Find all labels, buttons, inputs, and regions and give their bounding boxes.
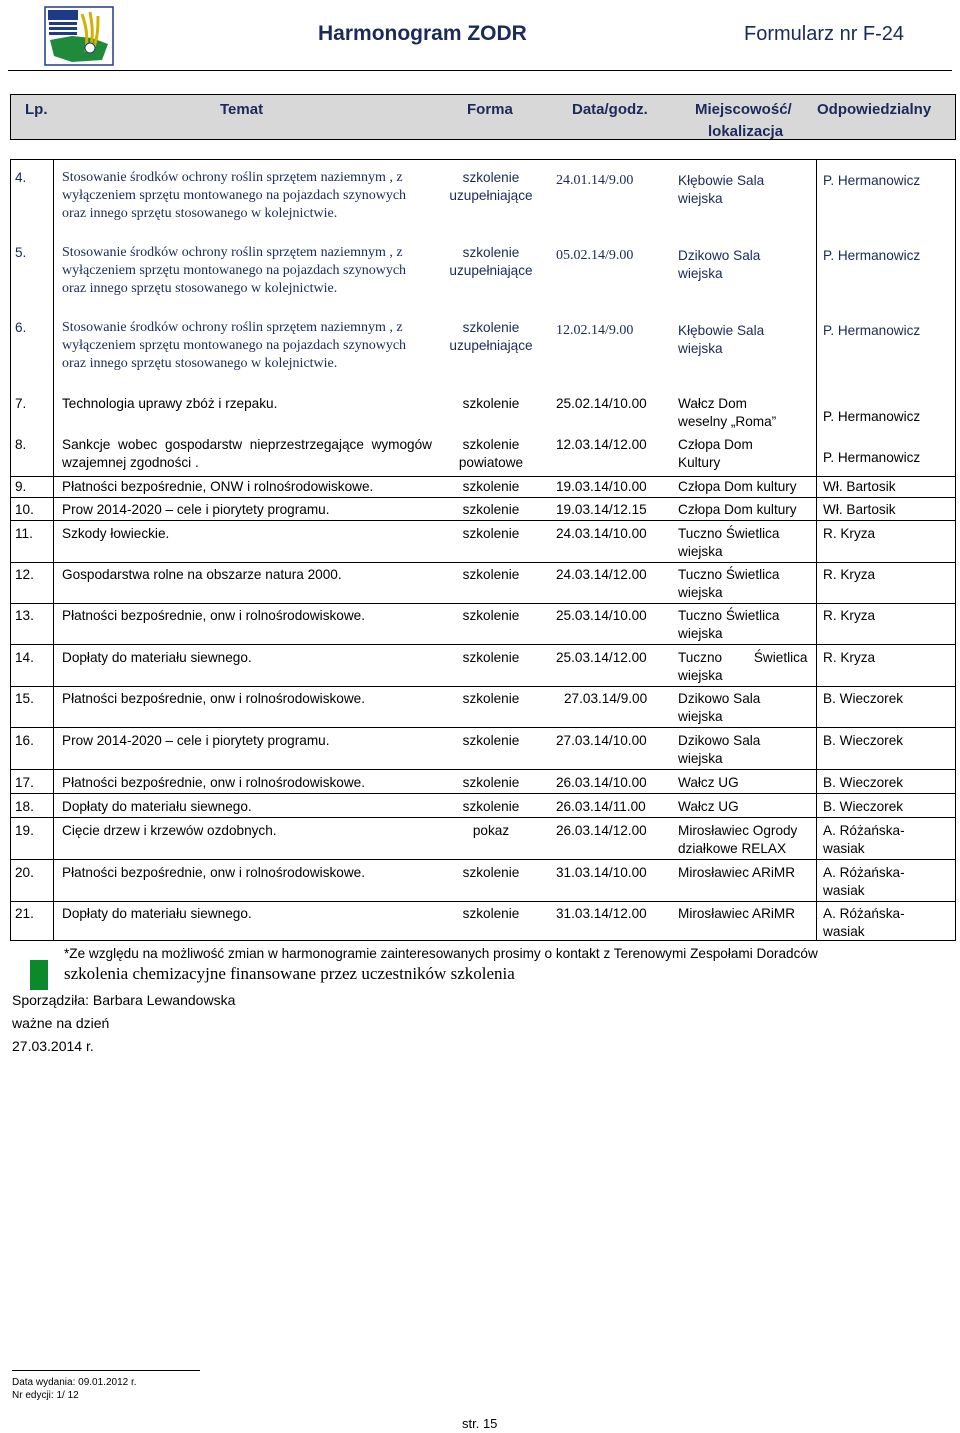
row-miejsce: Dzikowo Sala wiejska xyxy=(678,248,761,281)
row-forma: szkolenie uzupełniające xyxy=(449,245,533,278)
row-lp: 18. xyxy=(15,799,34,814)
row-temat: Stosowanie środków ochrony roślin sprzętem naziemnym , z wyłączeniem sprzętu montowanego na pojazdach szynowych oraz innego sprzętu stosowanego w kolejnictwie. xyxy=(62,245,407,296)
col-lp: Lp. xyxy=(25,101,48,118)
row-odp: Wł. Bartosik xyxy=(823,479,896,494)
table-row xyxy=(11,731,955,770)
row-temat: Stosowanie środków ochrony roślin sprzętem naziemnym , z wyłączeniem sprzętu montowanego na pojazdach szynowych oraz innego sprzętu stosowanego w kolejnictwie. xyxy=(62,170,407,221)
row-temat: Cięcie drzew i krzewów ozdobnych. xyxy=(62,823,277,838)
contact-note: *Ze względu na możliwość zmian w harmonogramie zainteresowanych prosimy o kontakt z Terenowymi Zespołami Doradców xyxy=(64,946,818,961)
chemistry-marker xyxy=(30,960,48,990)
valid-label: ważne na dzień xyxy=(12,1015,110,1031)
table-row xyxy=(11,773,955,794)
row-temat: Technologia uprawy zbóż i rzepaku. xyxy=(62,396,278,411)
row-data: 24.03.14/12.00 xyxy=(556,567,647,582)
prepared-by: Sporządziła: Barbara Lewandowska xyxy=(12,992,236,1008)
edition: Nr edycji: 1/ 12 xyxy=(12,1390,79,1401)
table-header xyxy=(10,94,956,140)
row-lp: 5. xyxy=(15,245,27,260)
row-odp: A. Różańska-wasiak xyxy=(823,906,905,939)
row-odp: Wł. Bartosik xyxy=(823,502,896,517)
row-miejsce: Wałcz Dom weselny „Roma” xyxy=(678,396,777,429)
row-temat: Płatności bezpośrednie, ONW i rolnośrodowiskowe. xyxy=(62,479,374,494)
table-row xyxy=(11,821,955,860)
row-odp: R. Kryza xyxy=(823,526,876,541)
table-row xyxy=(11,863,955,902)
row-miejsce: Mirosławiec Ogrody działkowe RELAX xyxy=(678,823,798,856)
row-odp: P. Hermanowicz xyxy=(823,409,921,424)
table-row xyxy=(11,243,955,317)
row-forma: szkolenie xyxy=(462,691,520,706)
row-forma: szkolenie uzupełniające xyxy=(449,170,533,203)
table-row xyxy=(11,394,955,432)
row-data: 12.02.14/9.00 xyxy=(556,323,634,338)
row-odp: B. Wieczorek xyxy=(823,775,904,790)
col-miejsce: Miejscowość/ xyxy=(695,101,792,118)
row-temat: Prow 2014-2020 – cele i piorytety programu. xyxy=(62,502,330,517)
row-miejsce: Kłębowie Sala wiejska xyxy=(678,323,765,356)
row-miejsce: Człopa Dom kultury xyxy=(678,502,797,517)
table-row xyxy=(11,524,955,563)
row-temat: Gospodarstwa rolne na obszarze natura 2000. xyxy=(62,567,342,582)
row-odp: P. Hermanowicz xyxy=(823,323,921,338)
table-row xyxy=(11,168,955,242)
valid-date: 27.03.2014 r. xyxy=(12,1038,94,1054)
table-row xyxy=(11,476,955,498)
row-data: 19.03.14/10.00 xyxy=(556,479,647,494)
row-lp: 17. xyxy=(15,775,34,790)
row-data: 26.03.14/11.00 xyxy=(556,799,646,814)
row-data: 24.01.14/9.00 xyxy=(556,173,634,188)
row-temat: Płatności bezpośrednie, onw i rolnośrodowiskowe. xyxy=(62,691,365,706)
row-lp: 4. xyxy=(15,170,27,185)
row-temat: Dopłaty do materiału siewnego. xyxy=(62,799,252,814)
row-forma: szkolenie xyxy=(462,567,520,582)
row-odp: B. Wieczorek xyxy=(823,733,904,748)
table-row xyxy=(11,648,955,687)
row-forma: szkolenie xyxy=(462,733,520,748)
row-temat: Płatności bezpośrednie, onw i rolnośrodowiskowe. xyxy=(62,865,365,880)
row-lp: 13. xyxy=(15,608,34,623)
row-data: 27.03.14/9.00 xyxy=(564,691,648,706)
row-miejsce: Tuczno Świetlica wiejska xyxy=(678,650,808,683)
row-lp: 9. xyxy=(15,479,27,494)
row-lp: 12. xyxy=(15,567,34,582)
row-data: 31.03.14/10.00 xyxy=(556,865,647,880)
row-forma: szkolenie xyxy=(462,799,520,814)
col-forma: Forma xyxy=(467,101,513,118)
row-miejsce: Tuczno Świetlica wiejska xyxy=(678,608,780,641)
schedule-table xyxy=(10,159,956,941)
table-row xyxy=(11,565,955,604)
row-lp: 16. xyxy=(15,733,34,748)
row-temat: Sankcje wobec gospodarstw nieprzestrzegające wymogów wzajemnej zgodności . xyxy=(62,437,432,470)
row-temat: Stosowanie środków ochrony roślin sprzętem naziemnym , z wyłączeniem sprzętu montowanego na pojazdach szynowych oraz innego sprzętu stosowanego w kolejnictwie. xyxy=(62,320,407,371)
row-forma: szkolenie xyxy=(462,608,520,623)
row-data: 05.02.14/9.00 xyxy=(556,248,634,263)
row-miejsce: Dzikowo Sala wiejska xyxy=(678,691,761,724)
row-odp: A. Różańska-wasiak xyxy=(823,823,905,856)
row-data: 31.03.14/12.00 xyxy=(556,906,647,921)
table-row xyxy=(11,797,955,818)
row-lp: 11. xyxy=(15,526,33,541)
page-number: str. 15 xyxy=(462,1416,498,1431)
row-lp: 6. xyxy=(15,320,27,335)
row-lp: 7. xyxy=(15,396,27,411)
chemistry-note: szkolenia chemizacyjne finansowane przez uczestników szkolenia xyxy=(64,964,515,983)
issue-date: Data wydania: 09.01.2012 r. xyxy=(12,1377,137,1388)
row-miejsce: Mirosławiec ARiMR xyxy=(678,865,796,880)
row-miejsce: Człopa Dom Kultury xyxy=(678,437,753,470)
row-odp: R. Kryza xyxy=(823,650,876,665)
row-data: 25.02.14/10.00 xyxy=(556,396,647,411)
row-forma: szkolenie xyxy=(462,396,520,411)
row-lp: 8. xyxy=(15,437,27,452)
table-row xyxy=(11,689,955,728)
row-lp: 20. xyxy=(15,865,34,880)
row-data: 25.03.14/10.00 xyxy=(556,608,647,623)
row-data: 12.03.14/12.00 xyxy=(556,437,647,452)
row-odp: B. Wieczorek xyxy=(823,691,904,706)
table-row xyxy=(11,318,955,390)
row-odp: P. Hermanowicz xyxy=(823,248,921,263)
col-temat: Temat xyxy=(220,101,264,118)
row-forma: szkolenie xyxy=(462,906,520,921)
row-forma: szkolenie uzupełniające xyxy=(449,320,533,353)
row-odp: R. Kryza xyxy=(823,567,876,582)
col-data: Data/godz. xyxy=(572,101,648,118)
row-lp: 19. xyxy=(15,823,34,838)
header-divider xyxy=(8,70,952,71)
row-lp: 14. xyxy=(15,650,34,665)
row-forma: szkolenie xyxy=(462,479,520,494)
row-data: 26.03.14/12.00 xyxy=(556,823,647,838)
row-temat: Płatności bezpośrednie, onw i rolnośrodowiskowe. xyxy=(62,775,365,790)
row-data: 27.03.14/10.00 xyxy=(556,733,647,748)
row-temat: Prow 2014-2020 – cele i piorytety programu. xyxy=(62,733,330,748)
row-miejsce: Człopa Dom kultury xyxy=(678,479,797,494)
form-number: Formularz nr F-24 xyxy=(744,23,905,45)
row-miejsce: Kłębowie Sala wiejska xyxy=(678,173,765,206)
table-row xyxy=(11,435,955,475)
row-forma: szkolenie xyxy=(462,775,520,790)
footer-divider xyxy=(12,1370,200,1371)
row-temat: Dopłaty do materiału siewnego. xyxy=(62,650,252,665)
row-miejsce: Dzikowo Sala wiejska xyxy=(678,733,761,766)
row-odp: R. Kryza xyxy=(823,608,876,623)
table-row xyxy=(11,500,955,521)
row-temat: Dopłaty do materiału siewnego. xyxy=(62,906,252,921)
document-title: Harmonogram ZODR xyxy=(318,22,527,45)
row-odp: A. Różańska-wasiak xyxy=(823,865,905,898)
row-miejsce: Tuczno Świetlica wiejska xyxy=(678,526,780,559)
row-miejsce: Wałcz UG xyxy=(678,775,739,790)
row-odp: B. Wieczorek xyxy=(823,799,904,814)
row-temat: Płatności bezpośrednie, onw i rolnośrodowiskowe. xyxy=(62,608,365,623)
row-forma: szkolenie powiatowe xyxy=(458,437,524,470)
row-forma: szkolenie xyxy=(462,650,520,665)
row-miejsce: Mirosławiec ARiMR xyxy=(678,906,796,921)
row-forma: szkolenie xyxy=(462,865,520,880)
row-forma: pokaz xyxy=(472,823,510,838)
row-temat: Szkody łowieckie. xyxy=(62,526,170,541)
row-miejsce: Tuczno Świetlica wiejska xyxy=(678,567,780,600)
row-lp: 15. xyxy=(15,691,34,706)
row-odp: P. Hermanowicz xyxy=(823,450,921,465)
col-odp: Odpowiedzialny xyxy=(817,101,932,118)
row-data: 19.03.14/12.15 xyxy=(556,502,647,517)
row-data: 26.03.14/10.00 xyxy=(556,775,647,790)
row-miejsce: Wałcz UG xyxy=(678,799,739,814)
row-data: 25.03.14/12.00 xyxy=(556,650,647,665)
row-forma: szkolenie xyxy=(462,526,520,541)
zodr-logo xyxy=(42,4,116,68)
row-forma: szkolenie xyxy=(462,502,520,517)
row-lp: 21. xyxy=(15,906,34,921)
row-odp: P. Hermanowicz xyxy=(823,173,921,188)
table-row xyxy=(11,606,955,645)
table-row xyxy=(11,904,955,942)
col-miejsce-2: lokalizacja xyxy=(708,123,784,140)
row-lp: 10. xyxy=(15,502,34,517)
row-data: 24.03.14/10.00 xyxy=(556,526,647,541)
